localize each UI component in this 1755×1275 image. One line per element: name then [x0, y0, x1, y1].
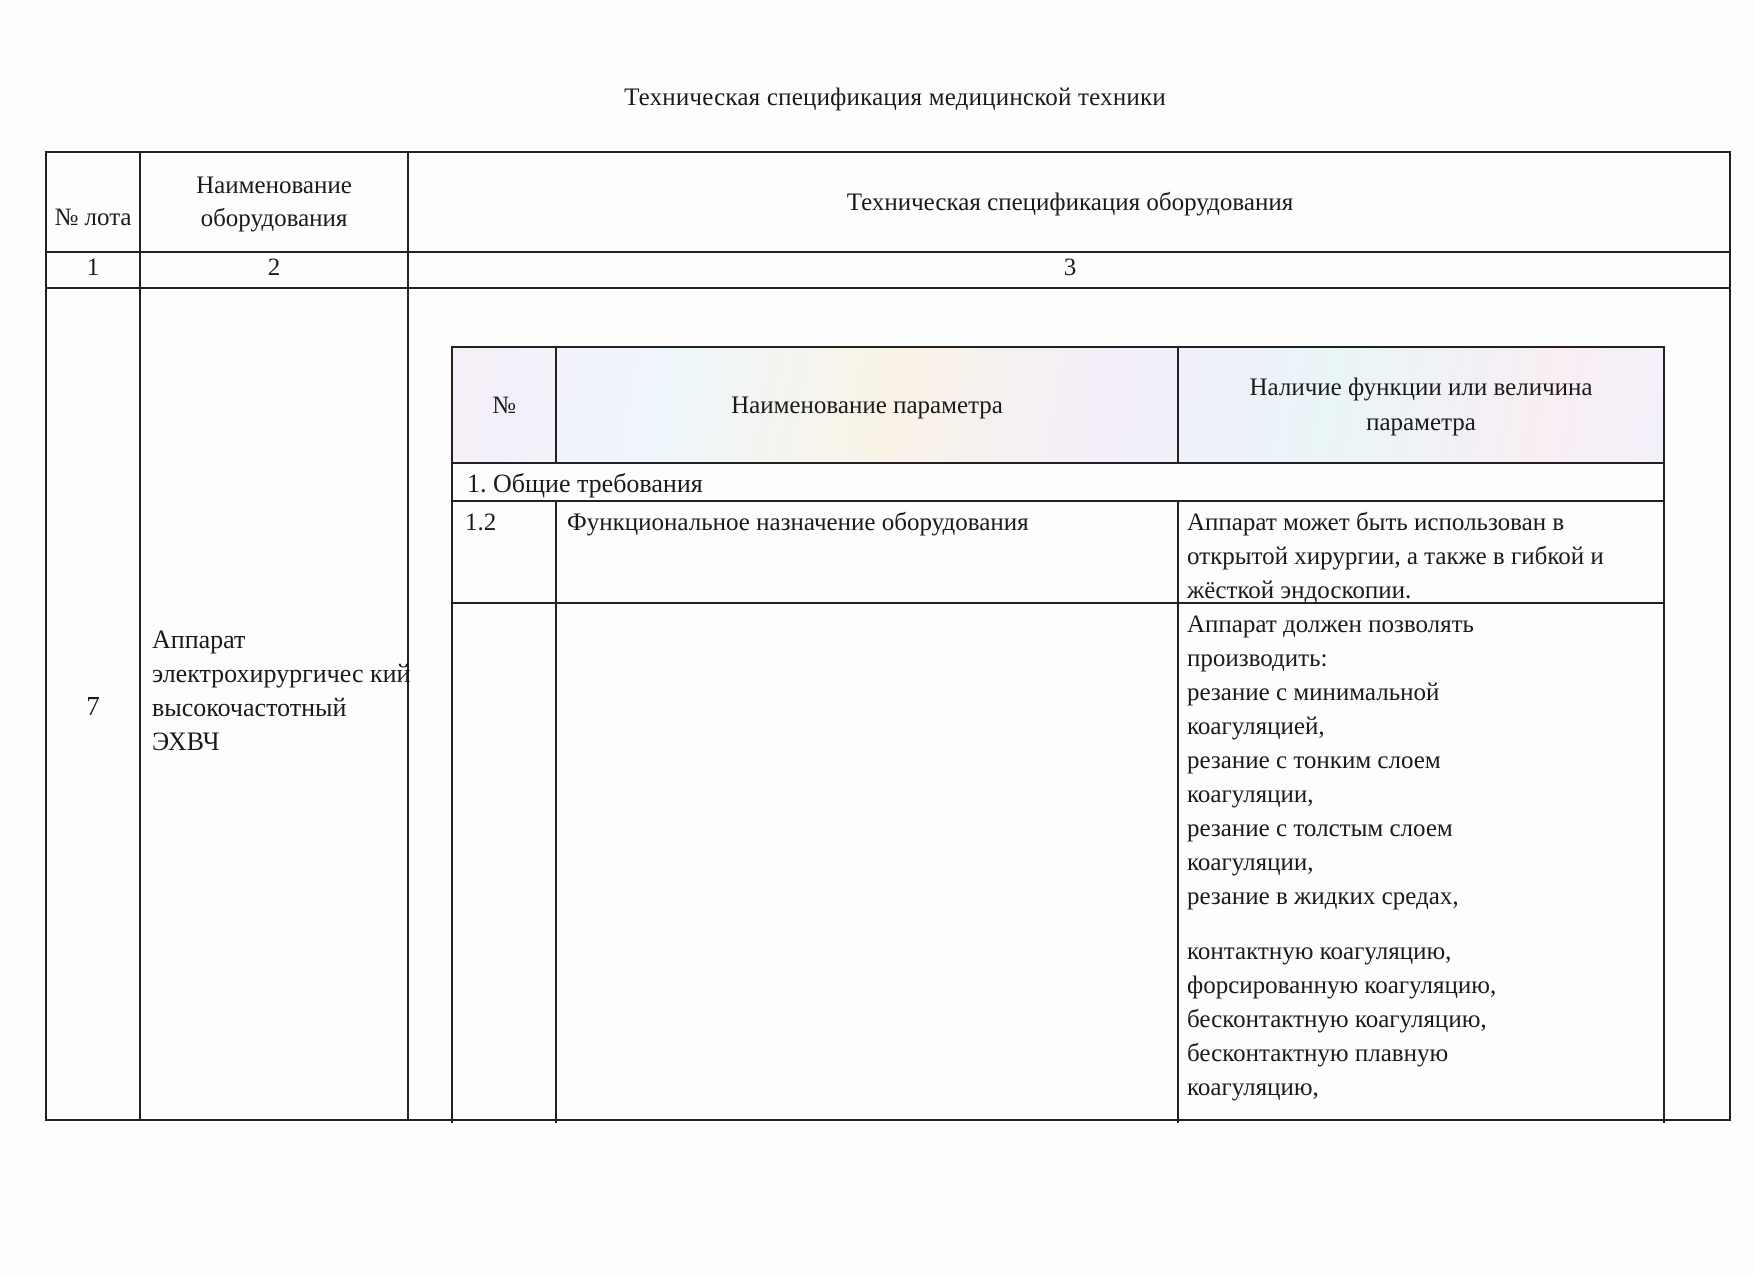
spec-table [45, 151, 1731, 1121]
parameter-table [451, 346, 1665, 1123]
row-divider [47, 287, 1729, 289]
value-line: резание с минимальной [1187, 679, 1440, 706]
param-row-name: Функциональное назначение оборудования [567, 509, 1029, 536]
column-number-2: 2 [267, 254, 281, 281]
param-row-value-list [1187, 608, 1657, 1105]
param-row-value: Аппарат может быть использован в открытой хирургии, а также в гибкой и жёсткой эндоскопии. [1187, 509, 1604, 604]
lot-number: 7 [86, 691, 100, 721]
value-line: форсированную коагуляцию, [1187, 972, 1497, 999]
value-line: Аппарат должен позволять [1187, 611, 1474, 638]
column-number-3: 3 [1063, 254, 1077, 281]
value-line: коагуляции, [1187, 781, 1314, 808]
value-line: резание с толстым слоем [1187, 815, 1453, 842]
header-lot-number: № лота [54, 203, 132, 231]
page-title: Техническая спецификация медицинской техники [624, 84, 1166, 111]
param-row-number: 1.2 [465, 509, 497, 536]
column-divider [139, 153, 141, 1119]
param-header-value: Наличие функции или величина параметра [1249, 374, 1593, 436]
header-equipment-name: Наименование оборудования [196, 172, 352, 232]
value-line: контактную коагуляцию, [1187, 938, 1452, 965]
column-number-1: 1 [86, 254, 100, 281]
value-line: бесконтактную плавную [1187, 1040, 1449, 1067]
value-line: производить: [1187, 645, 1328, 672]
value-line: резание в жидких средах, [1187, 883, 1459, 910]
equipment-name: Аппарат электрохирургичес кий высокочастотный ЭХВЧ [152, 625, 411, 756]
header-specification: Техническая спецификация оборудования [846, 188, 1294, 216]
section-title: 1. Общие требования [467, 469, 703, 498]
parameter-table-header [453, 346, 1663, 464]
param-header-number: № [492, 391, 516, 419]
value-line: резание с тонким слоем [1187, 747, 1441, 774]
row-divider [47, 251, 1729, 253]
value-line: коагуляцией, [1187, 713, 1325, 740]
value-line: коагуляции, [1187, 849, 1314, 876]
value-line: бесконтактную коагуляцию, [1187, 1006, 1487, 1033]
param-header-name: Наименование параметра [731, 391, 1003, 419]
value-line: коагуляцию, [1187, 1074, 1319, 1101]
